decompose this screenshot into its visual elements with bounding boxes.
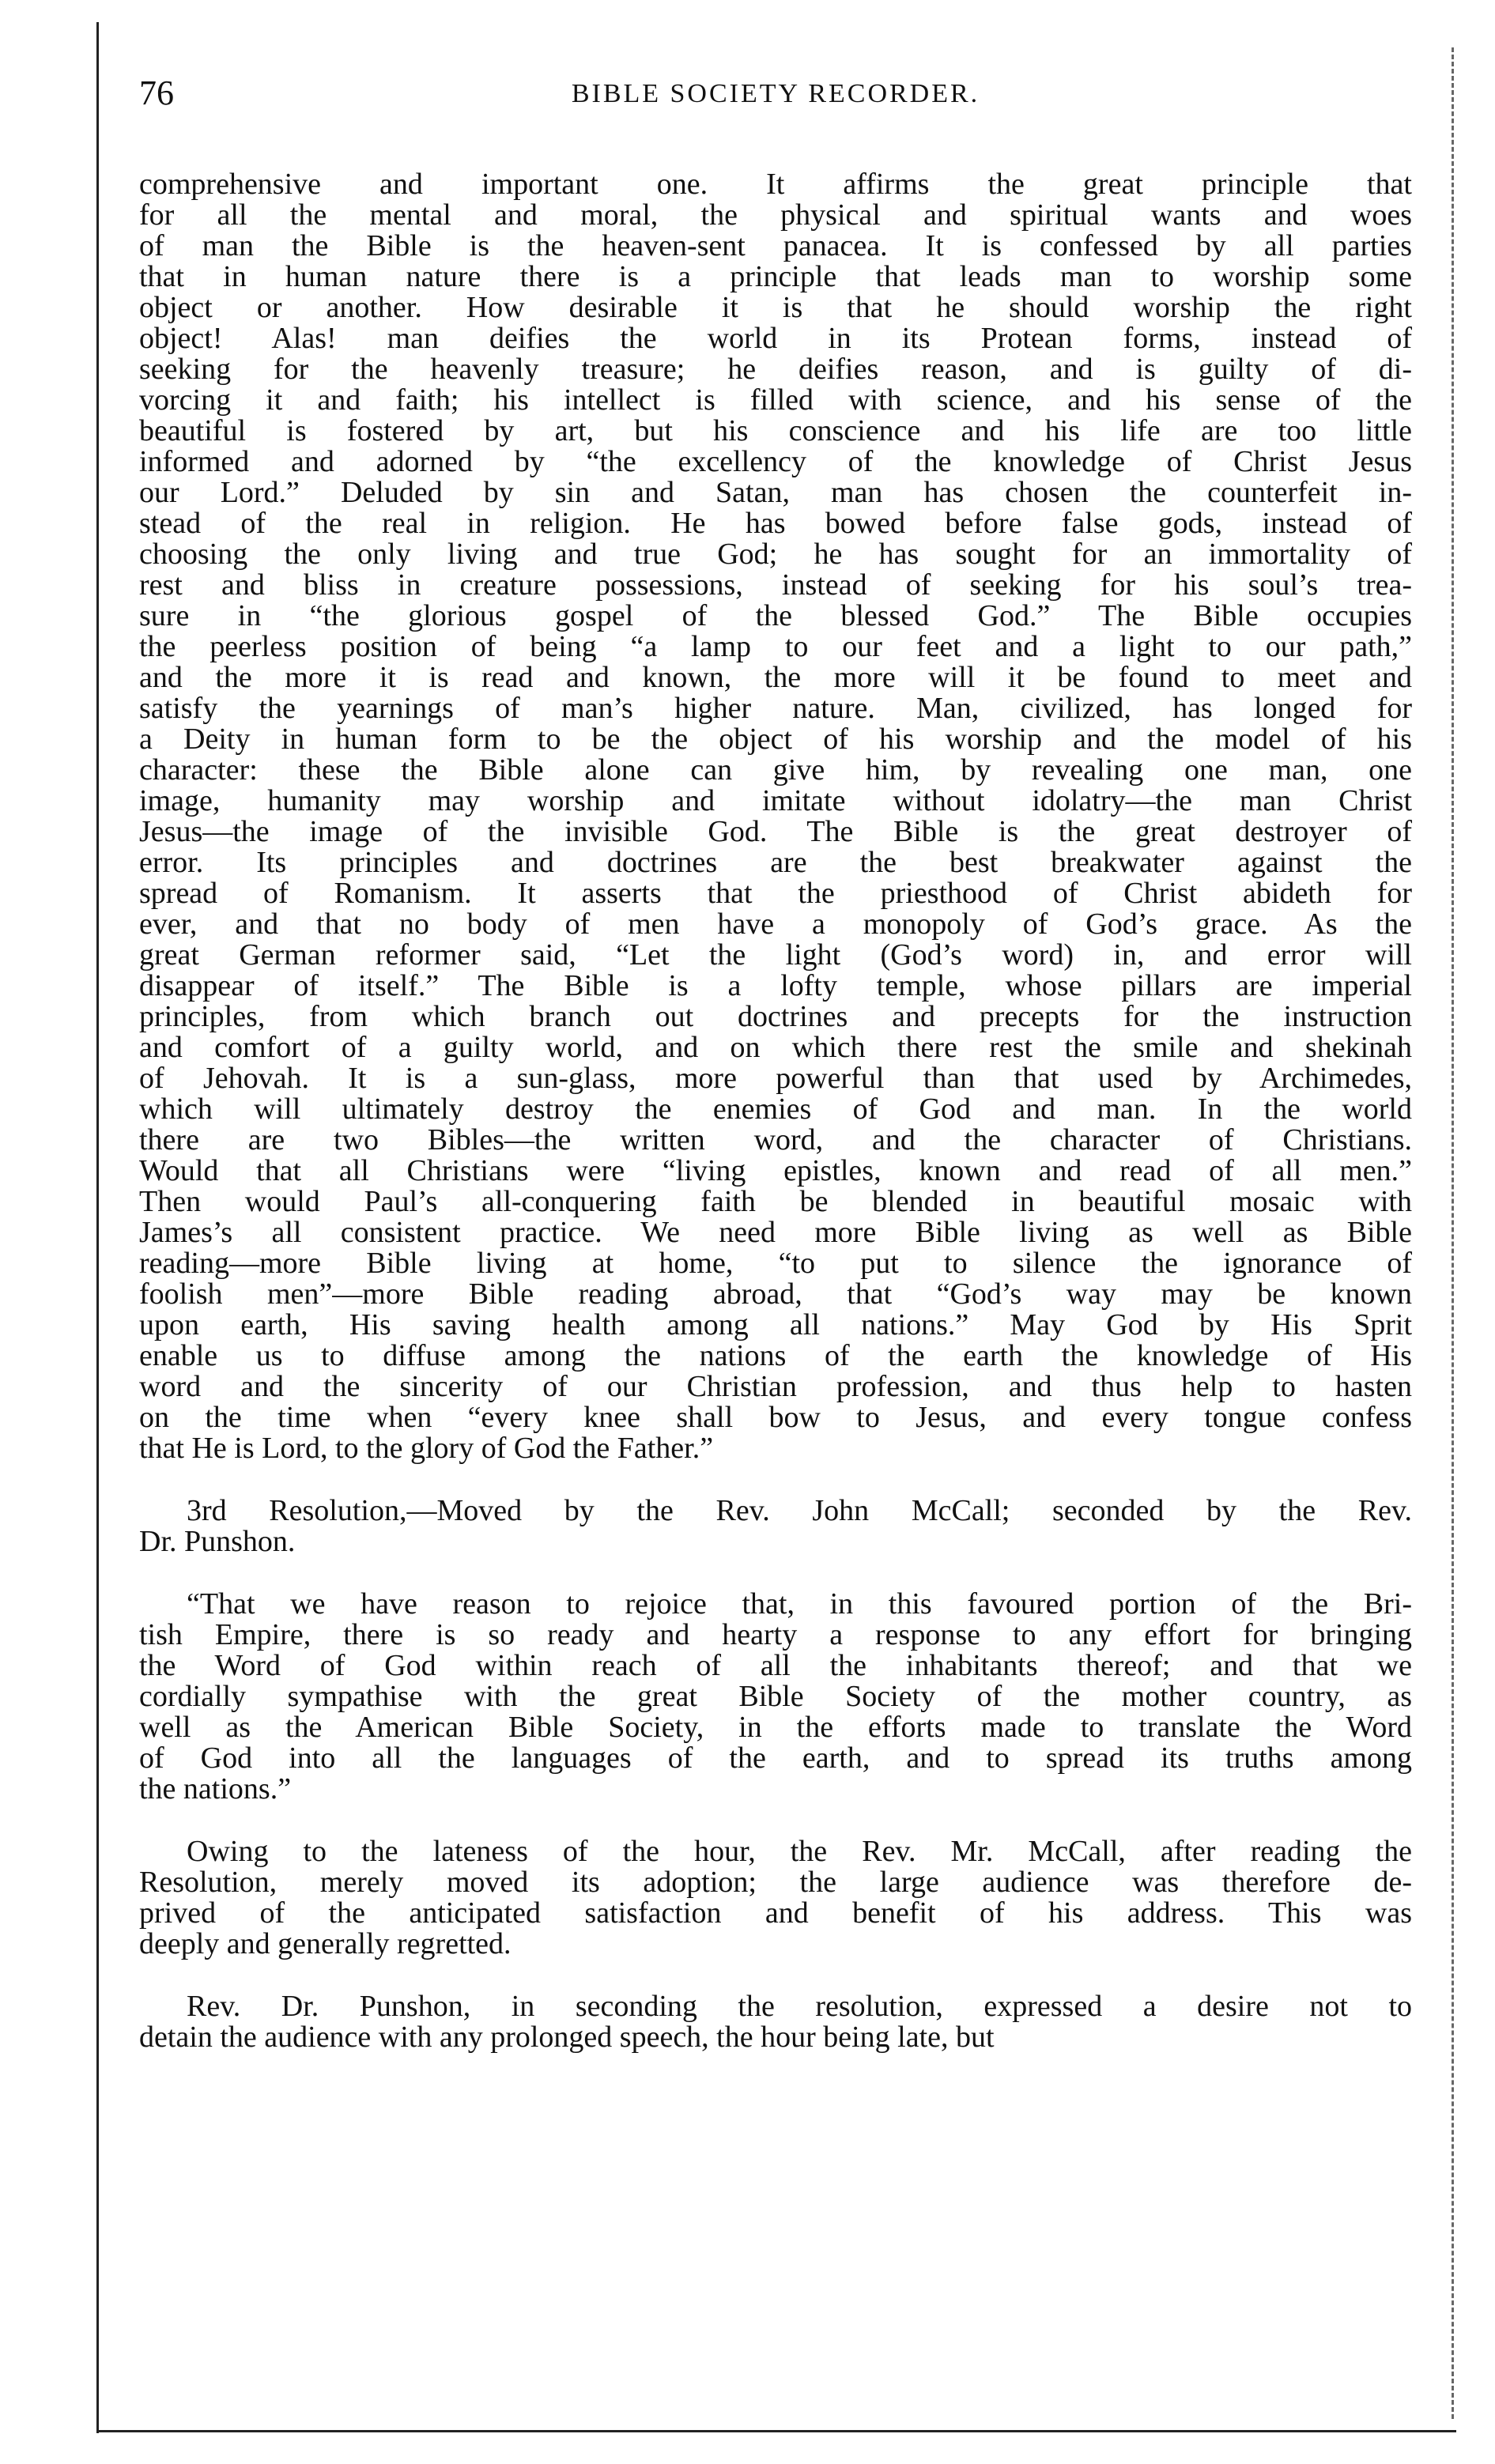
text-line: that in human nature there is a principle that leads man to worship some — [139, 260, 1412, 293]
text-line: comprehensive and important one. It affirms the great principle that — [139, 168, 1412, 201]
text-line: Rev. Dr. Punshon, in seconding the resolution, expressed a desire not to — [187, 1990, 1412, 2023]
text-line: of Jehovah. It is a sun-glass, more powerful than that used by Archimedes, — [139, 1062, 1412, 1095]
text-line: well as the American Bible Society, in the efforts made to translate the Word — [139, 1711, 1412, 1744]
paragraph-gap — [139, 1805, 1412, 1836]
text-line: for all the mental and moral, the physical and spiritual wants and woes — [139, 198, 1412, 232]
text-line: the peerless position of being “a lamp to our feet and a light to our path,” — [139, 630, 1412, 663]
text-line: foolish men”—more Bible reading abroad, that “God’s way may be known — [139, 1277, 1412, 1311]
text-line: upon earth, His saving health among all nations.” May God by His Sprit — [139, 1308, 1412, 1341]
text-line: word and the sincerity of our Christian profession, and thus help to hasten — [139, 1370, 1412, 1403]
paragraph — [139, 1496, 1412, 1557]
page-border-bottom — [96, 2430, 1456, 2432]
text-line: on the time when “every knee shall bow to Jesus, and every tongue confess — [139, 1401, 1412, 1434]
text-line: vorcing it and faith; his intellect is filled with science, and his sense of the — [139, 383, 1412, 417]
paragraph-gap — [139, 1557, 1412, 1589]
paragraph — [139, 169, 1412, 1464]
text-line: principles, from which branch out doctrines and precepts for the instruction — [139, 1000, 1412, 1033]
paragraph — [139, 1991, 1412, 2053]
text-line: our Lord.” Deluded by sin and Satan, man has chosen the counterfeit in- — [139, 476, 1412, 509]
text-line: of man the Bible is the heaven-sent panacea. It is confessed by all parties — [139, 229, 1412, 262]
text-line: character: these the Bible alone can give him, by revealing one man, one — [139, 753, 1412, 787]
text-line: object or another. How desirable it is that he should worship the right — [139, 291, 1412, 324]
text-line: that He is Lord, to the glory of God the Father.” — [139, 1432, 714, 1465]
paragraph — [139, 1836, 1412, 1960]
text-line: Resolution, merely moved its adoption; the large audience was therefore de- — [139, 1866, 1412, 1899]
text-line: disappear of itself.” The Bible is a lofty temple, whose pillars are imperial — [139, 969, 1412, 1002]
text-line: rest and bliss in creature possessions, instead of seeking for his soul’s trea- — [139, 568, 1412, 602]
page-number: 76 — [139, 74, 174, 112]
text-line: the nations.” — [139, 1772, 292, 1806]
paragraph-gap — [139, 1960, 1412, 1991]
text-line: ever, and that no body of men have a monopoly of God’s grace. As the — [139, 907, 1412, 941]
text-line: which will ultimately destroy the enemies of God and man. In the world — [139, 1092, 1412, 1126]
text-line: reading—more Bible living at home, “to put to silence the ignorance of — [139, 1247, 1412, 1280]
text-line: Then would Paul’s all-conquering faith be blended in beautiful mosaic with — [139, 1185, 1412, 1218]
page-border-right — [1452, 47, 1454, 2419]
text-line: Owing to the lateness of the hour, the Rev. Mr. McCall, after reading the — [187, 1835, 1412, 1868]
text-line: beautiful is fostered by art, but his conscience and his life are too little — [139, 414, 1412, 447]
page-border-left — [96, 22, 99, 2433]
text-line: stead of the real in religion. He has bowed before false gods, instead of — [139, 507, 1412, 540]
text-line: detain the audience with any prolonged speech, the hour being late, but — [139, 2021, 995, 2054]
text-line: the Word of God within reach of all the inhabitants thereof; and that we — [139, 1649, 1412, 1682]
text-line: James’s all consistent practice. We need more Bible living as well as Bible — [139, 1216, 1412, 1249]
text-line: spread of Romanism. It asserts that the priesthood of Christ abideth for — [139, 877, 1412, 910]
text-line: Jesus—the image of the invisible God. The Bible is the great destroyer of — [139, 815, 1412, 848]
text-line: prived of the anticipated satisfaction and benefit of his address. This was — [139, 1896, 1412, 1930]
text-line: image, humanity may worship and imitate without idolatry—the man Christ — [139, 784, 1412, 817]
text-line: a Deity in human form to be the object of his worship and the model of his — [139, 723, 1412, 756]
text-line: error. Its principles and doctrines are the best breakwater against the — [139, 846, 1412, 879]
text-line: satisfy the yearnings of man’s higher nature. Man, civilized, has longed for — [139, 692, 1412, 725]
text-line: object! Alas! man deifies the world in its Protean forms, instead of — [139, 322, 1412, 355]
paragraph-gap — [139, 1464, 1412, 1496]
text-line: deeply and generally regretted. — [139, 1927, 512, 1960]
text-line: Dr. Punshon. — [139, 1525, 296, 1558]
text-line: seeking for the heavenly treasure; he deifies reason, and is guilty of di- — [139, 353, 1412, 386]
text-line: “That we have reason to rejoice that, in this favoured portion of the Bri- — [187, 1587, 1412, 1621]
text-line: 3rd Resolution,—Moved by the Rev. John McCall; seconded by the Rev. — [187, 1494, 1412, 1527]
running-head: BIBLE SOCIETY RECORDER. — [571, 79, 980, 108]
text-line: great German reformer said, “Let the light (God’s word) in, and error will — [139, 938, 1412, 972]
body-text — [139, 169, 1412, 2053]
text-line: tish Empire, there is so ready and hearty a response to any effort for bringing — [139, 1618, 1412, 1651]
text-line: of God into all the languages of the earth, and to spread its truths among — [139, 1741, 1412, 1775]
text-line: and comfort of a guilty world, and on which there rest the smile and shekinah — [139, 1031, 1412, 1064]
text-line: there are two Bibles—the written word, and the character of Christians. — [139, 1123, 1412, 1157]
text-line: cordially sympathise with the great Bible Society of the mother country, as — [139, 1680, 1412, 1713]
text-line: Would that all Christians were “living epistles, known and read of all men.” — [139, 1154, 1412, 1187]
text-line: informed and adorned by “the excellency of the knowledge of Christ Jesus — [139, 445, 1412, 478]
paragraph — [139, 1589, 1412, 1805]
text-line: enable us to diffuse among the nations of the earth the knowledge of His — [139, 1339, 1412, 1372]
text-line: sure in “the glorious gospel of the blessed God.” The Bible occupies — [139, 599, 1412, 632]
page-header — [139, 70, 1412, 125]
text-line: and the more it is read and known, the more will it be found to meet and — [139, 661, 1412, 694]
text-line: choosing the only living and true God; he has sought for an immortality of — [139, 538, 1412, 571]
